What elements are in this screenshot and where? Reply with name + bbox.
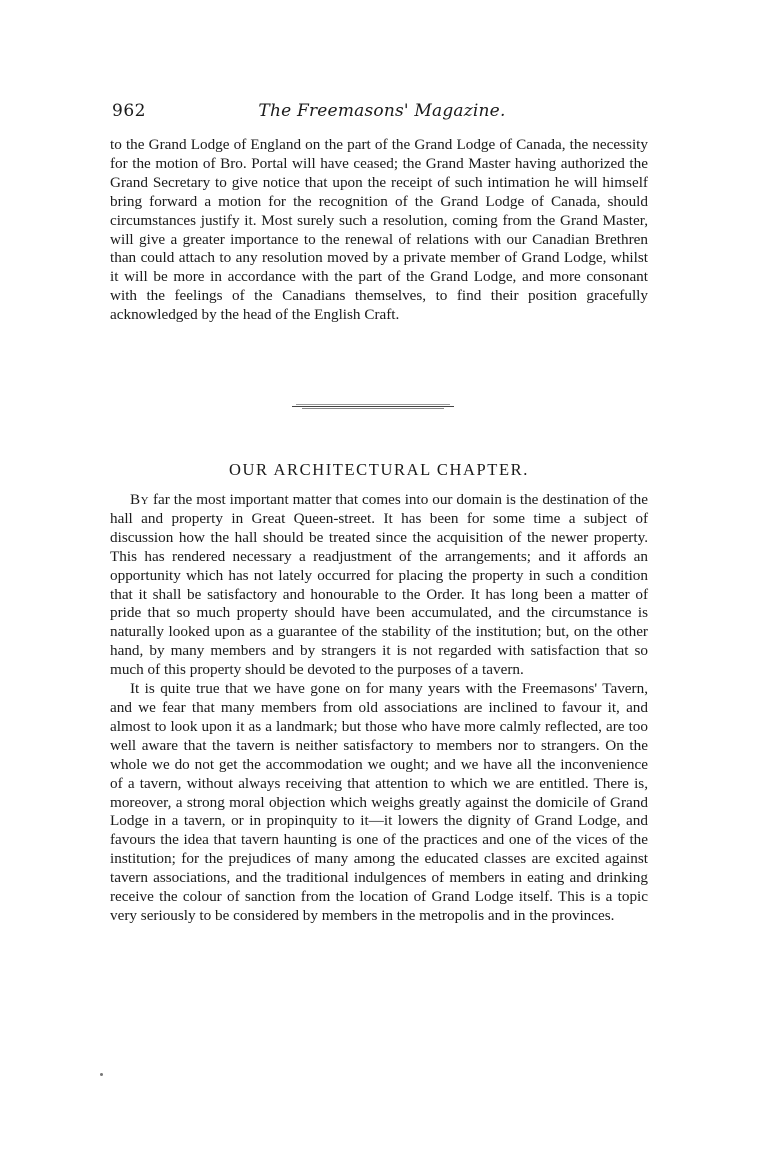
page-number: 962: [112, 101, 146, 121]
page-header: [112, 101, 652, 127]
article-paragraph-1: [110, 491, 648, 680]
article-paragraph-2: It is quite true that we have gone on for many years with the Freemasons' Tavern, and we fear that many members from old associations are inclined to favour it, and almost to look upon it as a landmark; but those who have more calmly reflected, are too well aware that the tavern is neither satisfactory to members nor to strangers. On the whole we do not get the accommodation we ought; and we have all the inconvenience of a tavern, without always receiving that attention to which we are entitled. There is, moreover, a strong moral objection which weighs greatly against the domicile of Grand Lodge in a tavern, or in propinquity to it—it lowers the dignity of Grand Lodge, and favours the idea that tavern haunting is one of the practices and one of the vices of the institution; for the prejudices of many among the educated classes are excited against tavern associations, and the traditional indulgences of members in eating and drinking receive the colour of sanction from the location of Grand Lodge itself. This is a topic very seriously to be considered by members in the metropolis and in the provinces.: [110, 680, 648, 924]
section-divider-rule: [292, 404, 454, 410]
running-title: The Freemasons' Magazine.: [258, 101, 506, 121]
section-heading: OUR ARCHITECTURAL CHAPTER.: [229, 460, 529, 479]
article-opening-word: By: [130, 491, 150, 508]
intro-paragraph: to the Grand Lodge of England on the part of the Grand Lodge of Canada, the necessity for the motion of Bro. Portal will have ceased; the Grand Master having authorized the Grand Secretary to give notice that upon the receipt of such intimation he will himself bring forward a motion for the recognition of the Grand Lodge of Canada, should circumstances justify it. Most surely such a resolution, coming from the Grand Master, will give a greater importance to the renewal of relations with our Canadian Brethren than could attach to any resolution moved by a private member of Grand Lodge, whilst it will be more in accordance with the part of the Grand Lodge, and more consonant with the feelings of the Canadians themselves, to find their position gracefully acknowledged by the head of the English Craft.: [110, 136, 648, 324]
article-body: [110, 491, 648, 926]
margin-mark: [100, 1073, 103, 1076]
article-paragraph-1-text: far the most important matter that comes into our domain is the destination of the hall and property in Great Queen-street. It has been for some time a subject of discussion how the hall should be treated since the acquisition of the newer property. This has rendered necessary a readjustment of the arrangements; and it affords an opportunity which has not lately occurred for placing the property in such a condition that it shall be satisfactory and honourable to the Order. It has long been a matter of pride that so much property should have been accumulated, and the circumstance is naturally looked upon as a guarantee of the stability of the institution; but, on the other hand, by many members and by strangers it is not regarded with satisfaction that so much of this property should be devoted to the purposes of a tavern.: [110, 491, 648, 679]
intro-paragraph-block: [110, 136, 648, 325]
